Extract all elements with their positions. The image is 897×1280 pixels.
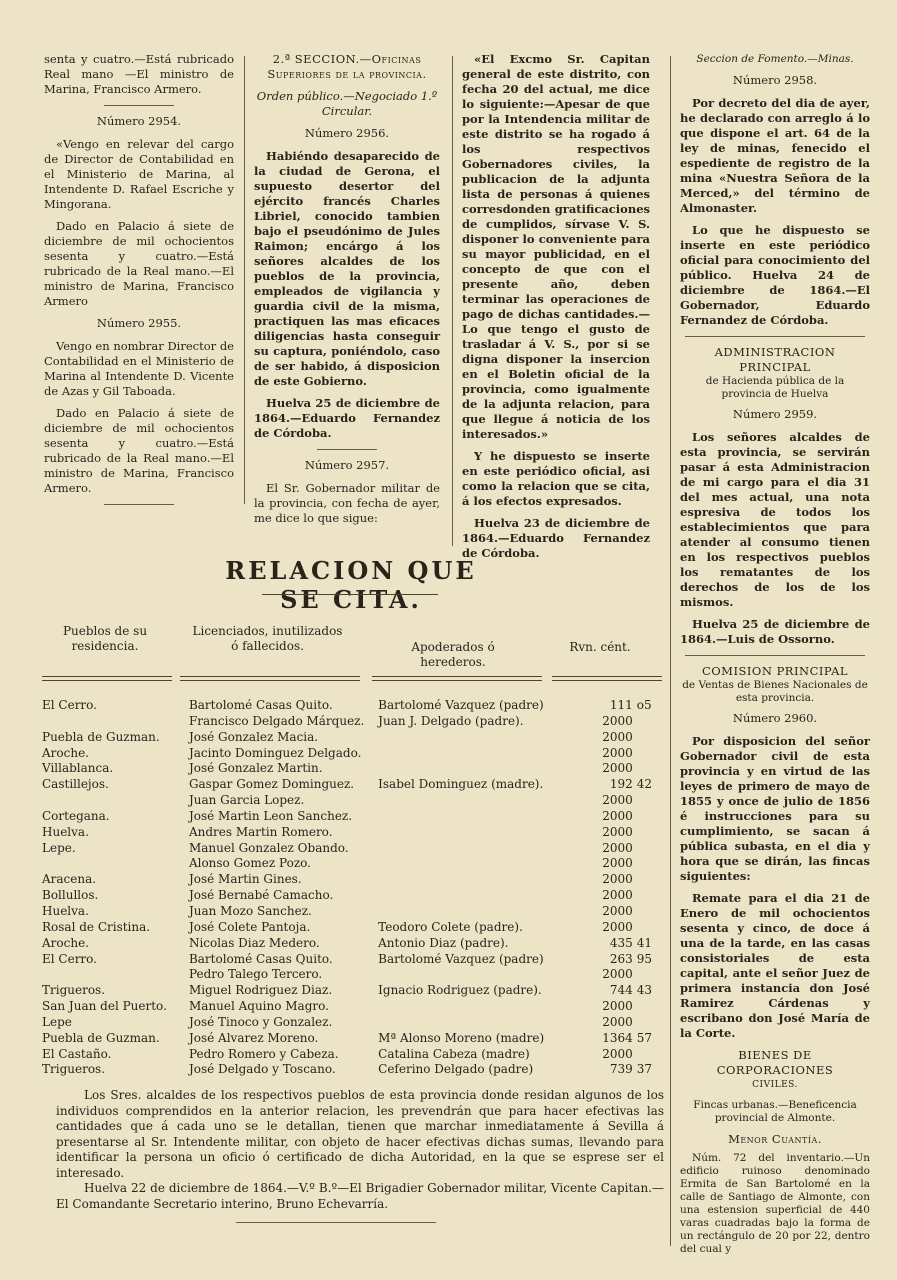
cell-pueblo: Castillejos. [42,777,109,792]
divider [317,449,377,450]
paragraph: Y he dispuesto se inserte en este periódico oficial, asi como la relacion que se cita, á los efectos expresados. [462,449,650,508]
cell-apoderado: Teodoro Colete (padre). [378,919,523,934]
paragraph: «Vengo en relevar del cargo de Director de Contabilidad en el Ministerio de Marina, al Intendente D. Rafael Escriche y Mingorana. [44,137,234,211]
cell-licenciado: José Martin Gines. [188,872,302,887]
table-row [42,904,667,920]
cell-reales: 1364 [602,1030,633,1045]
cell-apoderado: Antonio Diaz (padre). [378,935,509,950]
paragraph: senta y cuatro.—Está rubricado Real mano —El ministro de Marina, Francisco Armero. [44,52,234,96]
cell-pueblo: Puebla de Guzman. [42,729,160,744]
table-row [42,999,667,1015]
cell-reales: 2000 [602,745,633,760]
section-heading: BIENES DE CORPORACIONES [716,1048,834,1077]
paragraph: Remate para el dia 21 de Enero de mil ochocientos sesenta y cinco, de doce á una de la tarde, en las casas consistoriales de esta capital, ante el señor Juez de primera instancia don José Ramirez Cárdenas y escribano don José María de la Corte. [680,891,870,1040]
col-header-pueblos: Pueblos de su residencia. [62,624,148,653]
cell-reales: 2000 [602,856,633,871]
cell-apoderado [378,841,584,857]
section-heading: Seccion de Fomento.—Minas. [696,53,854,65]
table-row [42,825,667,841]
cell-licenciado: Juan Mozo Sanchez. [188,903,312,918]
cell-pueblo: Aroche. [42,745,89,760]
table-row [42,730,667,746]
paragraph: Huelva 25 de diciembre de 1864.—Luis de Ossorno. [680,617,870,646]
paragraph: Los señores alcaldes de esta provincia, se servirán pasar á esta Administracion de mi cargo para el dia 31 del mes actual, una nota espresiva de todos los establecimientos que para atender al consumo tienen en los respectivos pueblos los rematantes de los derechos de los de los mismos. [680,430,870,609]
column-rule [452,56,453,546]
table-row [42,1031,667,1047]
cell-pueblo [42,856,189,872]
cell-reales: 2000 [602,713,633,728]
section-heading: Menor Cuantía. [728,1132,822,1146]
cell-centimos [637,714,667,730]
section-heading: COMISION PRINCIPAL [701,664,849,678]
decree-number: Número 2954. [96,114,182,128]
cell-reales: 2000 [602,824,633,839]
cell-pueblo: El Castaño. [42,1046,112,1061]
cell-licenciado: Gaspar Gomez Dominguez. [188,777,355,792]
title-underline [262,594,438,595]
cell-apoderado [378,856,584,872]
cell-apoderado: Bartolomé Vazquez (padre) [378,698,544,712]
decree-number: Número 2955. [96,316,182,330]
cell-apoderado [378,872,584,888]
column-3 [462,52,650,568]
cell-centimos: 42 [636,777,653,792]
cell-licenciado: José Colete Pantoja. [188,919,311,934]
cell-centimos [637,999,667,1015]
cell-centimos [637,793,667,809]
cell-pueblo: Lepe. [42,840,76,855]
paragraph: Los Sres. alcaldes de los respectivos pueblos de esta provincia donde residan algunos de los individuos comprendidos en la anterior relacion, les prevendrán que para hacer efectivas las cantidades que á cada uno se le detallan, tienen que marchar inmediatamente á Sevilla á presentarse al Sr. Intendente militar, con objeto de hacer efectivas dichas sumas, llevando para identificar la persona un oficio ó certificado de dicha Autoridad, en la que se esprese ser el interesado. [56,1088,664,1180]
cell-licenciado: Francisco Delgado Márquez. [188,713,365,728]
cell-licenciado: José Tinoco y Gonzalez. [188,1014,333,1029]
cell-licenciado: José Bernabé Camacho. [188,888,334,903]
cell-licenciado: Pedro Talego Tercero. [188,967,323,982]
section-subheading: Orden público.—Negociado 1.º Circular. [256,89,438,118]
cell-centimos [637,746,667,762]
section-subheading: de Hacienda pública de la provincia de Huelva [705,375,845,400]
cell-licenciado: José Delgado y Toscano. [188,1062,336,1077]
cell-licenciado: Manuel Gonzalez Obando. [188,840,349,855]
cell-apoderado: Ceferino Delgado (padre) [378,1062,534,1077]
cell-licenciado: Pedro Romero y Cabeza. [188,1046,339,1061]
cell-reales: 2000 [602,919,633,934]
cell-reales: 435 [609,935,633,950]
table-row [42,967,667,983]
paragraph: El Sr. Gobernador militar de la provincia, con fecha de ayer, me dice lo que sigue: [254,481,440,525]
table-row [42,761,667,777]
section-subheading: CIVILES. [752,1080,798,1090]
decree-number: Número 2956. [304,126,390,140]
table-row [42,920,667,936]
cell-centimos: o5 [636,698,652,712]
paragraph: Fincas urbanas.—Beneficencia provincial de Almonte. [693,1099,857,1124]
table-row [42,698,667,714]
cell-apoderado: Catalina Cabeza (madre) [378,1046,530,1061]
cell-reales: 2000 [602,840,633,855]
cell-centimos: 43 [636,983,653,998]
cell-licenciado: José Gonzalez Macia. [188,729,319,744]
cell-pueblo: San Juan del Puerto. [42,999,167,1014]
cell-reales: 2000 [602,999,633,1014]
cell-centimos [637,761,667,777]
cell-centimos [637,888,667,904]
col-header-licenciados: Licenciados, inutilizados ó fallecidos. [192,624,343,653]
signature: Huelva 22 de diciembre de 1864.—V.º B.º—El Brigadier Gobernador militar, Vicente Capitan.—El Comandante Secretario interino, Bruno Echevarría. [56,1181,664,1211]
divider [685,655,865,656]
cell-reales: 2000 [602,729,633,744]
cell-reales: 192 [609,777,633,792]
table-row [42,793,667,809]
decree-number: Número 2957. [304,458,390,472]
cell-pueblo: Rosal de Cristina. [42,919,151,934]
cell-reales: 2000 [602,888,633,903]
cell-licenciado: Alonso Gomez Pozo. [188,856,311,871]
decree-number: Número 2960. [732,711,818,725]
cell-centimos [637,1047,667,1063]
section-heading: 2.ª SECCION.—Oficinas Superiores de la provincia. [267,52,427,81]
paragraph: Huelva 25 de diciembre de 1864.—Eduardo Fernandez de Córdoba. [254,396,440,440]
cell-reales: 2000 [602,808,633,823]
table-row [42,809,667,825]
cell-centimos [637,872,667,888]
cell-licenciado: Nicolas Diaz Medero. [188,935,320,950]
header-rule [42,676,172,681]
section-heading: ADMINISTRACION PRINCIPAL [714,345,836,374]
cell-licenciado: Bartolomé Casas Quito. [188,698,333,712]
paragraph: Núm. 72 del inventario.—Un edificio ruinoso denominado Ermita de San Bartolomé en la calle de Santiago de Almonte, con una estension superficial de 440 varas cuadradas bajo la forma de un rectángulo de 20 por 22, dentro del cual y [680,1152,870,1255]
cell-licenciado: José Gonzalez Martin. [188,761,323,776]
cell-centimos: 37 [636,1062,653,1077]
cell-pueblo: Aracena. [42,872,97,887]
table-row [42,714,667,730]
col-header-apoderados: Apoderados ó herederos. [411,640,495,669]
cell-pueblo: Bollullos. [42,888,99,903]
cell-pueblo [42,967,189,983]
column-rule [244,56,245,504]
cell-reales: 2000 [602,903,633,918]
paragraph: Dado en Palacio á siete de diciembre de mil ochocientos sesenta y cuatro.—Está rubricado de la Real mano.—El ministro de Marina, Francisco Armero [44,219,234,308]
cell-licenciado: José Martin Leon Sanchez. [188,808,353,823]
cell-apoderado [378,904,584,920]
cell-licenciado: Miguel Rodriguez Diaz. [188,983,333,998]
relacion-footnote [56,1088,664,1212]
relacion-table [42,698,667,1078]
cell-licenciado: Juan Garcia Lopez. [188,793,305,808]
cell-apoderado [378,888,584,904]
cell-apoderado: Bartolomé Vazquez (padre) [378,951,544,966]
table-row [42,1015,667,1031]
cell-pueblo: Trigueros. [42,1062,106,1077]
header-rule [552,676,662,681]
cell-apoderado [378,967,584,983]
table-row [42,983,667,999]
cell-centimos [637,825,667,841]
cell-apoderado [378,809,584,825]
cell-pueblo: Huelva. [42,903,89,918]
cell-apoderado: Isabel Dominguez (madre). [378,777,544,792]
cell-pueblo: Huelva. [42,824,89,839]
section-subheading: de Ventas de Bienes Nacionales de esta provincia. [682,679,868,704]
table-row [42,936,667,952]
cell-centimos [637,856,667,872]
divider [104,105,174,106]
header-rule [372,676,542,681]
cell-centimos [637,904,667,920]
cell-pueblo: Puebla de Guzman. [42,1030,160,1045]
cell-pueblo [42,793,189,809]
col-header-rvn: Rvn. cént. [569,640,631,654]
cell-centimos [637,1015,667,1031]
cell-reales: 744 [609,983,633,998]
paragraph: Por decreto del dia de ayer, he declarado con arreglo á lo que dispone el art. 64 de la ley de minas, fenecido el espediente de registro de la mina «Nuestra Señora de la Merced,» del término de Almonaster. [680,96,870,215]
cell-pueblo [42,714,189,730]
cell-reales: 2000 [602,761,633,776]
divider [104,504,174,505]
column-4 [680,52,870,1263]
relacion-title: RELACION QUE SE CITA. [225,556,477,614]
table-row [42,1062,667,1078]
cell-licenciado: Manuel Aquino Magro. [188,999,329,1014]
cell-reales: 2000 [602,1046,633,1061]
cell-centimos: 95 [636,951,653,966]
decree-number: Número 2958. [732,73,818,87]
cell-apoderado: Ignacio Rodriguez (padre). [378,983,542,998]
paragraph: Por disposicion del señor Gobernador civil de esta provincia y en virtud de las leyes de primero de mayo de 1855 y once de julio de 1856 é instrucciones para su cumplimiento, se sacan á pública subasta, en el dia y hora que se dirán, las fincas siguientes: [680,734,870,883]
cell-reales: 739 [609,1062,633,1077]
cell-centimos [637,841,667,857]
cell-pueblo: Aroche. [42,935,89,950]
cell-licenciado: Jacinto Dominguez Delgado. [188,745,362,760]
cell-centimos [637,920,667,936]
header-rule [180,676,360,681]
cell-pueblo: Villablanca. [42,761,114,776]
cell-apoderado [378,730,584,746]
cell-reales: 263 [609,951,633,966]
cell-licenciado: Bartolomé Casas Quito. [188,951,333,966]
cell-apoderado: Juan J. Delgado (padre). [378,713,524,728]
cell-reales: 2000 [602,793,633,808]
decree-number: Número 2959. [732,407,818,421]
cell-licenciado: Andres Martin Romero. [188,824,333,839]
column-2 [254,52,440,533]
cell-apoderado [378,1015,584,1031]
table-row [42,856,667,872]
table-row [42,841,667,857]
cell-reales: 111 [609,698,633,712]
cell-centimos [637,967,667,983]
cell-pueblo: Lepe [42,1014,72,1029]
cell-centimos: 57 [636,1030,653,1045]
table-row [42,1047,667,1063]
table-row [42,746,667,762]
cell-reales: 2000 [602,872,633,887]
table-row [42,888,667,904]
cell-reales: 2000 [602,1014,633,1029]
paragraph: «El Excmo Sr. Capitan general de este distrito, con fecha 20 del actual, me dice lo siguiente:—Apesar de que por la Intendencia militar de este distrito se ha rogado á los respectivos Gobernadores civiles, la publicacion de la adjunta lista de personas á quienes corresdonden gratificaciones de cumplidos, sírvase V. S. disponer lo conveniente para su mayor publicidad, en el concepto de que con el presente año, deben terminar las operaciones de pago de dichas cantidades.— Lo que tengo el gusto de trasladar á V. S., por si se digna disponer la insercion en el Boletin oficial de la provincia, como igualmente de la adjunta relacion, para que llegue á noticia de los interesados.» [462,52,650,441]
paragraph: Lo que he dispuesto se inserte en este periódico oficial para conocimiento del público. Huelva 24 de diciembre de 1864.—El Gobernador, Eduardo Fernandez de Córdoba. [680,223,870,327]
cell-reales: 2000 [602,967,633,982]
cell-apoderado: Mª Alonso Moreno (madre) [378,1030,545,1045]
cell-centimos: 41 [636,935,653,950]
cell-pueblo: Trigueros. [42,983,106,998]
paragraph: Huelva 23 de diciembre de 1864.—Eduardo Fernandez de Córdoba. [462,516,650,560]
paragraph: Habiéndo desaparecido de la ciudad de Gerona, el supuesto desertor del ejército francés Charles Libriel, conocido tambien bajo el pseudónimo de Jules Raimon; encárgo á los señores alcaldes de los pueblos de la provincia, empleados de vigilancia y guardia civil de la misma, practiquen las mas eficaces diligencias hasta conseguir su captura, poniéndolo, caso de ser habido, á disposicion de este Gobierno. [254,149,440,388]
cell-licenciado: José Alvarez Moreno. [188,1030,319,1045]
table-row [42,952,667,968]
paragraph: Dado en Palacio á siete de diciembre de mil ochocientos sesenta y cuatro.—Está rubricado de la Real mano.—El ministro de Marina, Francisco Armero. [44,406,234,495]
cell-centimos [637,809,667,825]
table-row [42,777,667,793]
paragraph: Vengo en nombrar Director de Contabilidad en el Ministerio de Marina al Intendente D. Vicente de Azas y Gil Taboada. [44,339,234,398]
cell-apoderado [378,793,584,809]
cell-centimos [637,730,667,746]
cell-apoderado [378,825,584,841]
divider [236,1222,436,1223]
divider [685,336,865,337]
cell-pueblo: El Cerro. [42,951,97,966]
cell-apoderado [378,999,584,1015]
cell-apoderado [378,761,584,777]
column-rule [670,56,671,1246]
cell-apoderado [378,746,584,762]
cell-pueblo: Cortegana. [42,808,110,823]
cell-pueblo: El Cerro. [42,698,97,712]
table-row [42,872,667,888]
column-1 [44,52,234,513]
